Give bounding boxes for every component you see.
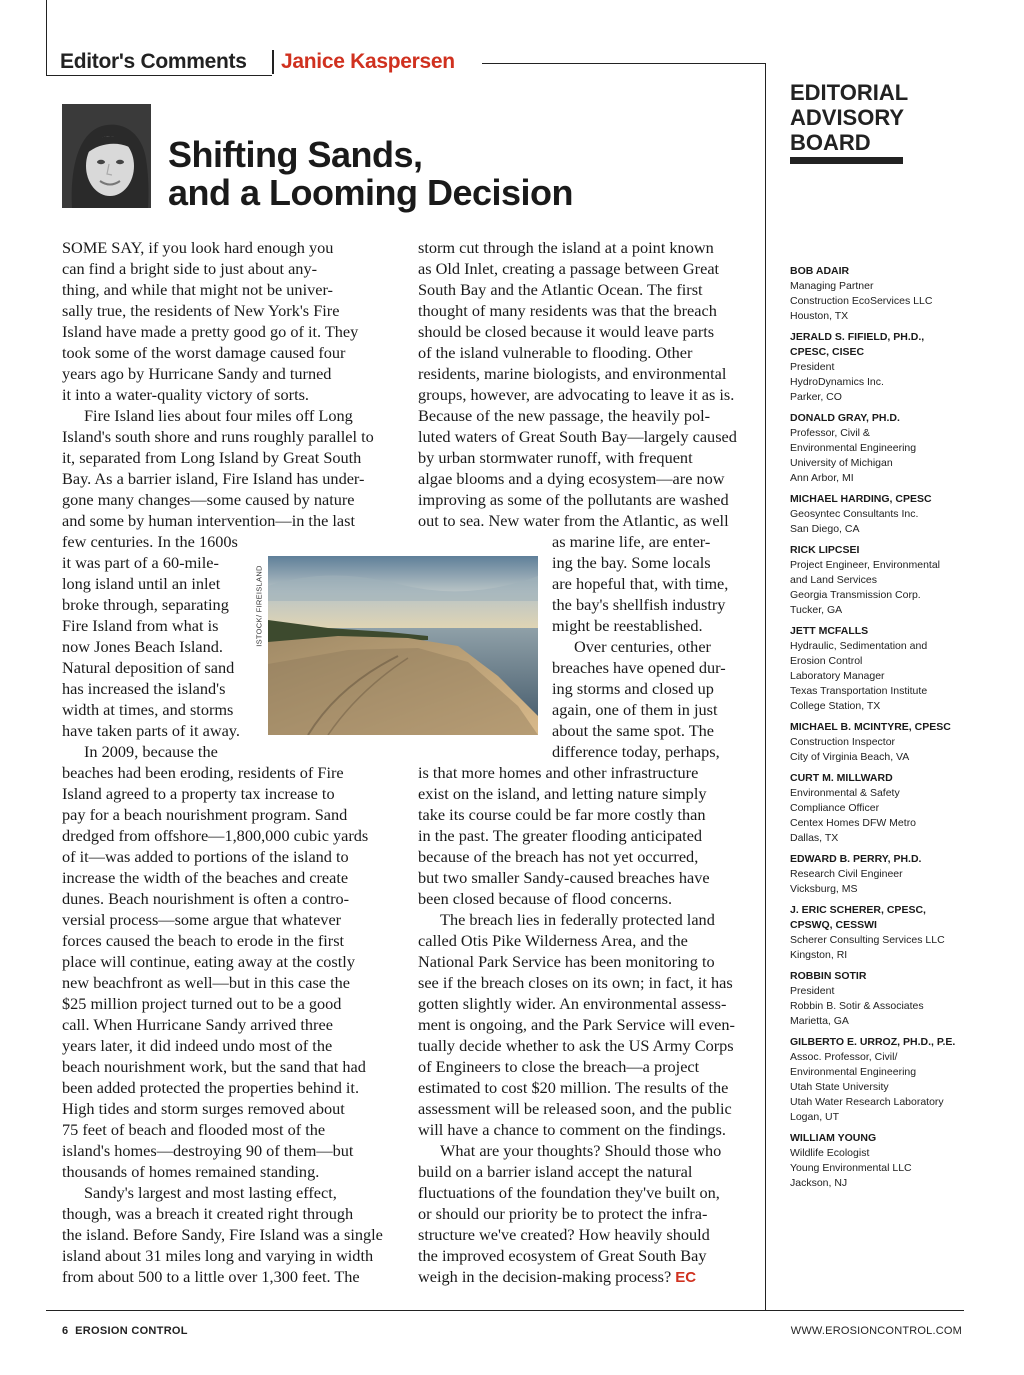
magazine-name: EROSION CONTROL (75, 1325, 188, 1337)
text-line-content: out to sea. New water from the Atlantic, as well (418, 511, 729, 530)
text-line (418, 363, 737, 384)
text-line-content: What are your thoughts? Should those who (440, 1141, 722, 1160)
text-line (418, 321, 737, 342)
board-title-line: EDITORIAL (790, 80, 909, 105)
member-detail: Vicksburg, MS (790, 883, 858, 895)
member-detail: Laboratory Manager (790, 670, 885, 682)
text-line (418, 258, 737, 279)
board-member (790, 903, 970, 963)
text-line-content: improving as some of the pollutants are washed (418, 490, 729, 509)
text-line-content: and some by human intervention—in the last (62, 511, 356, 530)
text-line (418, 1245, 735, 1266)
text-line-content: exist on the island, and letting nature simply (418, 784, 707, 803)
text-line (62, 972, 383, 993)
text-line (418, 888, 735, 909)
member-detail: Centex Homes DFW Metro (790, 817, 917, 829)
member-name: ROBBIN SOTIR (790, 970, 867, 982)
text-line (62, 468, 383, 489)
text-line-content: by urban stormwater runoff, with frequent (418, 448, 693, 467)
text-line (418, 1056, 735, 1077)
text-line (62, 951, 383, 972)
member-name: DONALD GRAY, PH.D. (790, 412, 900, 424)
text-line (62, 279, 383, 300)
text-line-content: have taken parts of it away. (62, 721, 240, 740)
board-title-bar (790, 157, 903, 164)
text-line-content: luted waters of Great South Bay—largely caused (418, 427, 737, 446)
text-line (62, 783, 383, 804)
text-line-content: weigh in the decision-making process? (418, 1267, 672, 1286)
photo-credit (252, 556, 266, 656)
text-line-content: In 2009, because the (84, 742, 218, 761)
text-line (62, 1182, 383, 1203)
text-line (418, 993, 735, 1014)
member-name: MICHAEL B. MCINTYRE, CPESC (790, 721, 951, 733)
text-line-content: it was part of a 60-mile- (62, 553, 219, 572)
text-line-content: Bay. As a barrier island, Fire Island has under- (62, 469, 365, 488)
text-line-content: it into a water-quality victory of sorts. (62, 385, 310, 404)
text-line (418, 447, 737, 468)
text-line (62, 363, 383, 384)
member-detail: HydroDynamics Inc. (790, 376, 884, 388)
text-line-content: dredged from offshore—1,800,000 cubic yards (62, 826, 369, 845)
headline (168, 136, 573, 212)
text-line-content: island's homes—destroying 90 of them—but (62, 1141, 354, 1160)
text-line-content: is that more homes and other infrastructure (418, 763, 699, 782)
text-line-content: groups, however, are advocating to leave it as is. (418, 385, 735, 404)
text-line (418, 762, 735, 783)
member-name: RICK LIPCSEI (790, 544, 860, 556)
text-line (418, 384, 737, 405)
member-detail: Environmental & Safety (790, 787, 900, 799)
text-line (62, 741, 383, 762)
text-line-content: of the island vulnerable to flooding. Other (418, 343, 693, 362)
member-detail: Project Engineer, Environmental (790, 559, 940, 571)
text-line-content: Island's south shore and runs roughly parallel to (62, 427, 374, 446)
text-line (418, 1140, 735, 1161)
member-detail: Robbin B. Sotir & Associates (790, 1000, 924, 1012)
text-line-content: been added protected the properties behind it. (62, 1078, 360, 1097)
text-line-content: years later, it did indeed undo most of the (62, 1036, 333, 1055)
text-line (62, 237, 383, 258)
text-line-content: now Jones Beach Island. (62, 637, 223, 656)
text-line-content: Fire Island from what is (62, 616, 219, 635)
member-detail: Dallas, TX (790, 832, 839, 844)
text-line-content: width at times, and storms (62, 700, 234, 719)
text-line (62, 930, 383, 951)
member-detail: President (790, 361, 835, 373)
member-name: CURT M. MILLWARD (790, 772, 893, 784)
text-line (418, 825, 735, 846)
article-column-2-lower (418, 762, 735, 1287)
text-line-content: of it—was added to portions of the island to (62, 847, 349, 866)
text-line (62, 993, 383, 1014)
text-line (418, 783, 735, 804)
text-line (62, 1119, 383, 1140)
member-name: WILLIAM YOUNG (790, 1132, 877, 1144)
text-line (62, 510, 383, 531)
photo-credit-text: ISTOCK/ FIREISLAND (254, 565, 264, 647)
member-detail: Compliance Officer (790, 802, 880, 814)
text-line (552, 720, 728, 741)
text-line (418, 1161, 735, 1182)
member-detail: Geosyntec Consultants Inc. (790, 508, 919, 520)
text-line-content: Over centuries, other (574, 637, 711, 656)
text-line (418, 846, 735, 867)
author-portrait (62, 104, 151, 208)
text-line (62, 762, 383, 783)
board-member (790, 771, 970, 846)
text-line-content: called Otis Pike Wilderness Area, and the (418, 931, 688, 950)
board-title (790, 80, 908, 155)
member-detail: City of Virginia Beach, VA (790, 751, 910, 763)
board-member (790, 969, 970, 1029)
text-line-content: forces caused the beach to erode in the first (62, 931, 345, 950)
text-line (62, 300, 383, 321)
text-line (62, 846, 383, 867)
text-line (62, 1035, 383, 1056)
member-name: CPSWQ, CESSWI (790, 919, 877, 931)
author-name: Janice Kaspersen (281, 50, 455, 73)
member-detail: Kingston, RI (790, 949, 848, 961)
text-line (418, 867, 735, 888)
text-line-content: has increased the island's (62, 679, 226, 698)
headline-line: Shifting Sands, (168, 134, 423, 175)
text-line-content: ing the bay. Some locals (552, 553, 711, 572)
text-line (62, 384, 383, 405)
member-detail: Jackson, NJ (790, 1177, 848, 1189)
text-line-content: call. When Hurricane Sandy arrived three (62, 1015, 333, 1034)
text-line (62, 426, 383, 447)
text-line-content: assessment will be released soon, and the public (418, 1099, 732, 1118)
member-detail: Parker, CO (790, 391, 842, 403)
member-name: J. ERIC SCHERER, CPESC, (790, 904, 926, 916)
text-line-content: fluctuations of the foundation they've built on, (418, 1183, 720, 1202)
text-line-content: the bay's shellfish industry (552, 595, 726, 614)
text-line-content: South Bay and the Atlantic Ocean. The first (418, 280, 703, 299)
text-line (62, 804, 383, 825)
text-line-content: years ago by Hurricane Sandy and turned (62, 364, 332, 383)
text-line-content: Because of the new passage, the heavily pol- (418, 406, 711, 425)
footer-rule (46, 1310, 964, 1311)
text-line (62, 1266, 383, 1287)
member-detail: Managing Partner (790, 280, 874, 292)
text-line-content: island about 31 miles long and varying in width (62, 1246, 374, 1265)
text-line (418, 930, 735, 951)
text-line (62, 531, 383, 552)
text-line (418, 1203, 735, 1224)
article-column-1 (62, 237, 383, 1287)
text-line (552, 699, 728, 720)
text-line-content: versial process—some argue that whatever (62, 910, 342, 929)
header-separator (272, 50, 274, 74)
text-line (62, 1224, 383, 1245)
text-line (552, 678, 728, 699)
text-line-content: from about 500 to a little over 1,300 feet. The (62, 1267, 360, 1286)
text-line-content: of Engineers to close the breach—a project (418, 1057, 700, 1076)
member-detail: Professor, Civil & (790, 427, 870, 439)
text-line (62, 867, 383, 888)
member-detail: College Station, TX (790, 700, 881, 712)
text-line-content: broke through, separating (62, 595, 229, 614)
sidebar-divider (765, 63, 766, 1311)
text-line (62, 1161, 383, 1182)
board-title-line: BOARD (790, 130, 871, 155)
board-member (790, 1131, 970, 1191)
member-detail: Construction EcoServices LLC (790, 295, 933, 307)
text-line-content: as marine life, are enter- (552, 532, 711, 551)
text-line (418, 951, 735, 972)
board-member (790, 1035, 970, 1125)
text-line-content: because of the breach has not yet occurred, (418, 847, 699, 866)
text-line-content: should be closed because it would leave parts (418, 322, 715, 341)
text-line-content: beach nourishment work, but the sand that had (62, 1057, 366, 1076)
text-line-content: few centuries. In the 1600s (62, 532, 238, 551)
text-line-content: ing storms and closed up (552, 679, 714, 698)
text-line (418, 804, 735, 825)
text-line (552, 531, 728, 552)
text-line (418, 1098, 735, 1119)
member-detail: Young Environmental LLC (790, 1162, 912, 1174)
text-line (62, 1056, 383, 1077)
text-line-content: took some of the worst damage caused four (62, 343, 346, 362)
text-line (62, 1140, 383, 1161)
member-detail: and Land Services (790, 574, 877, 586)
member-detail: Logan, UT (790, 1111, 840, 1123)
text-line (418, 342, 737, 363)
text-line-content: tually decide whether to ask the US Army Corps (418, 1036, 734, 1055)
board-title-line: ADVISORY (790, 105, 905, 130)
text-line (418, 1035, 735, 1056)
text-line (418, 279, 737, 300)
text-line (418, 1182, 735, 1203)
text-line-content: Sandy's largest and most lasting effect, (84, 1183, 337, 1202)
text-line-content: Island have made a pretty good go of it. They (62, 322, 359, 341)
text-line (62, 1077, 383, 1098)
member-name: EDWARD B. PERRY, PH.D. (790, 853, 922, 865)
text-line (62, 321, 383, 342)
text-line (62, 489, 383, 510)
text-line-content: structure we've created? How heavily should (418, 1225, 710, 1244)
text-line (62, 447, 383, 468)
text-line (418, 909, 735, 930)
member-detail: Assoc. Professor, Civil/ (790, 1051, 898, 1063)
text-line-content: difference today, perhaps, (552, 742, 720, 761)
text-line-content: again, one of them in just (552, 700, 718, 719)
text-line-content: ment is ongoing, and the Park Service will even- (418, 1015, 735, 1034)
text-line-content: gone many changes—some caused by nature (62, 490, 355, 509)
text-line (418, 468, 737, 489)
text-line (418, 1014, 735, 1035)
board-member (790, 492, 970, 537)
member-detail: Construction Inspector (790, 736, 896, 748)
text-line (552, 573, 728, 594)
text-line-content: it, separated from Long Island by Great South (62, 448, 362, 467)
text-line-content: are hopeful that, with time, (552, 574, 729, 593)
text-line (62, 1245, 383, 1266)
text-line (62, 825, 383, 846)
text-line-content: residents, marine biologists, and environmental (418, 364, 727, 383)
text-line-content: breaches have opened dur- (552, 658, 726, 677)
text-line-content: new beachfront as well—but in this case the (62, 973, 350, 992)
text-line-content: take its course could be far more costly than (418, 805, 706, 824)
text-line-content: can find a bright side to just about any- (62, 259, 318, 278)
header-rule (482, 63, 765, 64)
member-name: BOB ADAIR (790, 265, 850, 277)
text-line (62, 1014, 383, 1035)
member-detail: Hydraulic, Sedimentation and (790, 640, 928, 652)
text-line-content: sally true, the residents of New York's Fire (62, 301, 340, 320)
text-line (418, 1266, 735, 1287)
member-detail: Erosion Control (790, 655, 863, 667)
text-line (418, 489, 737, 510)
text-line-content: or should our priority be to protect the infra- (418, 1204, 708, 1223)
header-underline (46, 75, 272, 76)
text-line-content: Natural deposition of sand (62, 658, 235, 677)
text-line-content: in the past. The greater flooding anticipated (418, 826, 703, 845)
text-line-content: the island. Before Sandy, Fire Island was a single (62, 1225, 383, 1244)
member-detail: Texas Transportation Institute (790, 685, 928, 697)
member-detail: Scherer Consulting Services LLC (790, 934, 945, 946)
website: WWW.EROSIONCONTROL.COM (790, 1325, 962, 1337)
member-detail: Environmental Engineering (790, 442, 917, 454)
member-name: MICHAEL HARDING, CPESC (790, 493, 932, 505)
member-detail: Utah Water Research Laboratory (790, 1096, 944, 1108)
text-line (552, 657, 728, 678)
text-line-content: 75 feet of beach and flooded most of the (62, 1120, 326, 1139)
text-line-content: thing, and while that might not be univer- (62, 280, 333, 299)
text-line-content: Fire Island lies about four miles off Long (84, 406, 353, 425)
member-name: JETT MCFALLS (790, 625, 869, 637)
member-detail: Wildlife Ecologist (790, 1147, 870, 1159)
text-line-content: the improved ecosystem of Great South Bay (418, 1246, 707, 1265)
end-mark: EC (675, 1269, 697, 1286)
text-line-content: $25 million project turned out to be a good (62, 994, 342, 1013)
text-line-content: High tides and storm surges removed about (62, 1099, 345, 1118)
member-detail: President (790, 985, 835, 997)
text-line-content: Island agreed to a property tax increase to (62, 784, 335, 803)
board-member (790, 624, 970, 714)
text-line (418, 972, 735, 993)
text-line-content: will have a chance to comment on the findings. (418, 1120, 726, 1139)
text-line (418, 1077, 735, 1098)
section-title: Editor's Comments (60, 50, 247, 73)
board-member (790, 330, 970, 405)
member-detail: Ann Arbor, MI (790, 472, 854, 484)
text-line-content: SOME SAY, if you look hard enough you (62, 238, 334, 257)
text-line-content: place will continue, eating away at the costly (62, 952, 355, 971)
text-line (62, 1098, 383, 1119)
text-line (418, 1224, 735, 1245)
text-line (418, 426, 737, 447)
member-detail: Houston, TX (790, 310, 849, 322)
text-line (418, 405, 737, 426)
text-line-content: thousands of homes remained standing. (62, 1162, 320, 1181)
text-line-content: gotten slightly wider. An environmental assess- (418, 994, 727, 1013)
article-column-2-wrap (552, 531, 728, 762)
text-line-content: about the same spot. The (552, 721, 715, 740)
article-column-2 (418, 237, 737, 531)
text-line (62, 1203, 383, 1224)
headline-line: and a Looming Decision (168, 172, 574, 213)
text-line-content: as Old Inlet, creating a passage between Great (418, 259, 720, 278)
text-line-content: might be reestablished. (552, 616, 703, 635)
text-line-content: thought of many residents was that the breach (418, 301, 717, 320)
member-detail: Georgia Transmission Corp. (790, 589, 921, 601)
board-member (790, 411, 970, 486)
text-line (418, 1119, 735, 1140)
text-line-content: though, was a breach it created right through (62, 1204, 354, 1223)
text-line-content: algae blooms and a dying ecosystem—are now (418, 469, 725, 488)
text-line (62, 342, 383, 363)
text-line-content: build on a barrier island accept the natural (418, 1162, 693, 1181)
text-line (62, 405, 383, 426)
text-line-content: storm cut through the island at a point known (418, 238, 714, 257)
text-line (418, 510, 737, 531)
text-line (418, 300, 737, 321)
text-line-content: The breach lies in federally protected land (440, 910, 715, 929)
text-line (552, 741, 728, 762)
member-detail: Tucker, GA (790, 604, 843, 616)
board-members (790, 264, 970, 1197)
header-left-rule (46, 0, 47, 76)
text-line (552, 594, 728, 615)
footer-left (62, 1325, 188, 1337)
board-member (790, 264, 970, 324)
page-number: 6 (62, 1325, 69, 1337)
text-line (62, 258, 383, 279)
member-name: JERALD S. FIFIELD, PH.D., (790, 331, 925, 343)
member-detail: Research Civil Engineer (790, 868, 903, 880)
board-member (790, 720, 970, 765)
member-name: CPESC, CISEC (790, 346, 865, 358)
text-line (62, 909, 383, 930)
text-line-content: but two smaller Sandy-caused breaches have (418, 868, 710, 887)
member-detail: Environmental Engineering (790, 1066, 917, 1078)
text-line-content: beaches had been eroding, residents of Fire (62, 763, 344, 782)
text-line-content: increase the width of the beaches and create (62, 868, 349, 887)
text-line (418, 237, 737, 258)
text-line-content: dunes. Beach nourishment is often a contro- (62, 889, 350, 908)
text-line (552, 636, 728, 657)
text-line-content: pay for a beach nourishment program. Sand (62, 805, 348, 824)
text-line-content: see if the breach closes on its own; in fact, it has (418, 973, 733, 992)
text-line (552, 615, 728, 636)
member-detail: University of Michigan (790, 457, 893, 469)
text-line (552, 552, 728, 573)
member-name: GILBERTO E. URROZ, PH.D., P.E. (790, 1036, 956, 1048)
board-member (790, 543, 970, 618)
text-line-content: estimated to cost $20 million. The results of the (418, 1078, 729, 1097)
member-detail: Marietta, GA (790, 1015, 849, 1027)
board-member (790, 852, 970, 897)
member-detail: Utah State University (790, 1081, 889, 1093)
beach-photo (268, 556, 538, 735)
member-detail: San Diego, CA (790, 523, 860, 535)
text-line (62, 888, 383, 909)
text-line-content: National Park Service has been monitoring to (418, 952, 715, 971)
text-line-content: been closed because of flood concerns. (418, 889, 673, 908)
text-line-content: long island until an inlet (62, 574, 221, 593)
